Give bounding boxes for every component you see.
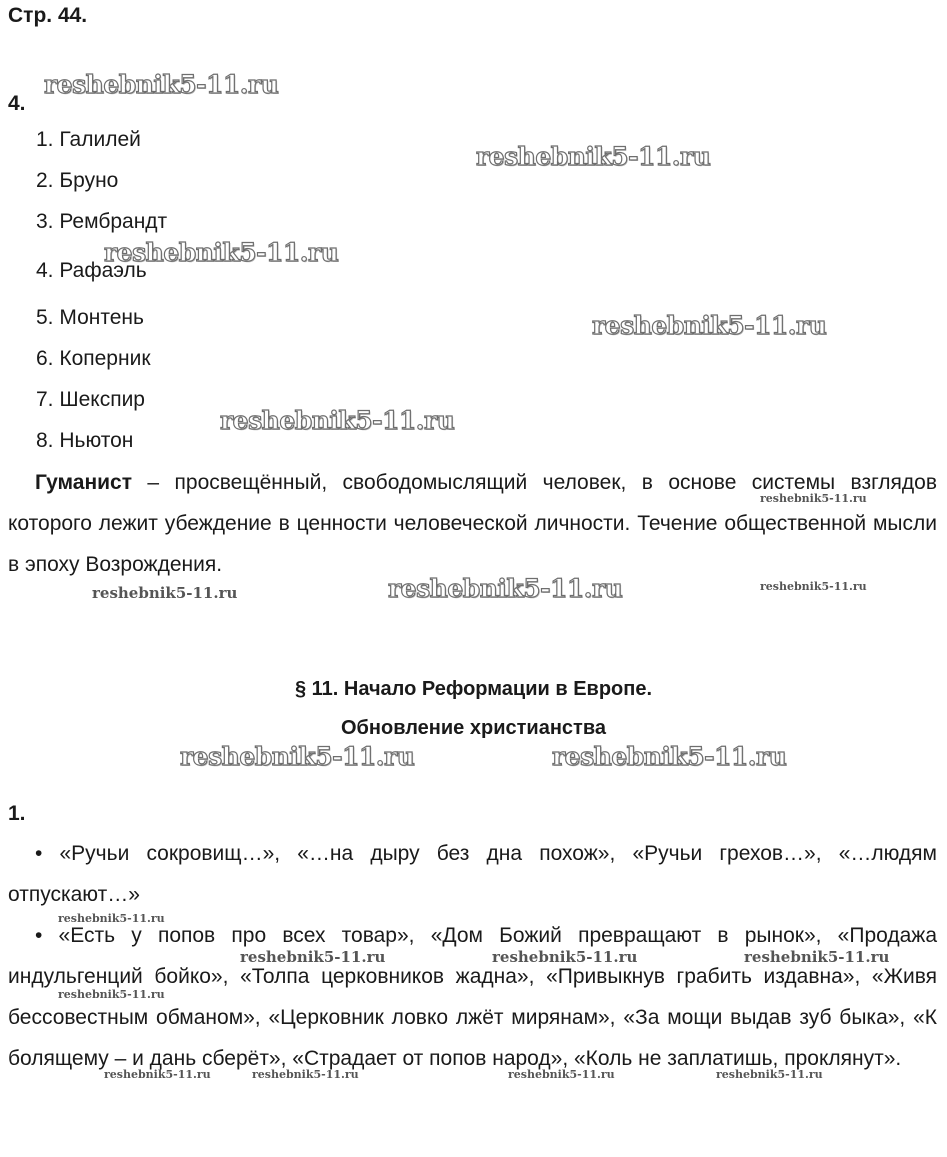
bullet-2: • «Есть у попов про всех товар», «Дом Божий превращают в рынок», «Продажа индульгенций бойко», «Толпа церковников жадна», «Привыкнув грабить издавна», «Живя бессовестным обманом», «Церковник ловко лжёт мирянам», «За мощи выдав зуб быка», «К болящему – и дань сберёт», «Страдает от попов народ», «Коль не заплатишь, проклянут». [8, 924, 937, 1070]
watermark: reshebnik5-11.ru [44, 70, 279, 99]
term-humanist: Гуманист [35, 471, 133, 494]
watermark: reshebnik5-11.ru [104, 238, 339, 267]
list-item: 5. Монтень [36, 306, 144, 329]
watermark: reshebnik5-11.ru [716, 1068, 823, 1081]
watermark: reshebnik5-11.ru [476, 142, 711, 171]
watermark: reshebnik5-11.ru [92, 584, 238, 602]
humanist-definition [8, 462, 937, 585]
bullet-1: • «Ручьи сокровищ…», «…на дыру без дна похож», «Ручьи грехов…», «…людям отпускают…» [8, 842, 937, 906]
section-subtitle: Обновление христианства [341, 717, 606, 739]
watermark: reshebnik5-11.ru [744, 948, 890, 966]
watermark: reshebnik5-11.ru [104, 1068, 211, 1081]
list-item: 2. Бруно [36, 169, 119, 192]
watermark: reshebnik5-11.ru [252, 1068, 359, 1081]
watermark: reshebnik5-11.ru [58, 912, 165, 925]
watermark: reshebnik5-11.ru [552, 742, 787, 771]
list-item: 6. Коперник [36, 347, 151, 370]
watermark: reshebnik5-11.ru [592, 311, 827, 340]
list-item: 7. Шекспир [36, 388, 145, 411]
task-4-number: 4. [8, 92, 26, 115]
watermark: reshebnik5-11.ru [492, 948, 638, 966]
watermark: reshebnik5-11.ru [220, 406, 455, 435]
watermark: reshebnik5-11.ru [388, 574, 623, 603]
watermark: reshebnik5-11.ru [760, 580, 867, 593]
definition-text: – просвещённый, свободомыслящий человек, в основе системы взглядов которого лежит убеждение в ценности человеческой личности. Течение общественной мысли в эпоху Возрождения. [8, 471, 937, 576]
watermark: reshebnik5-11.ru [760, 492, 867, 505]
watermark: reshebnik5-11.ru [180, 742, 415, 771]
section-title: § 11. Начало Реформации в Европе. [294, 678, 653, 700]
list-item: 3. Рембрандт [36, 210, 168, 233]
watermark: reshebnik5-11.ru [58, 988, 165, 1001]
task-1-number: 1. [8, 802, 26, 825]
list-item: 8. Ньютон [36, 429, 134, 452]
page-heading: Стр. 44. [8, 4, 88, 27]
watermark: reshebnik5-11.ru [240, 948, 386, 966]
list-item: 1. Галилей [36, 128, 141, 151]
watermark: reshebnik5-11.ru [508, 1068, 615, 1081]
list-item: 4. Рафаэль [36, 259, 147, 282]
